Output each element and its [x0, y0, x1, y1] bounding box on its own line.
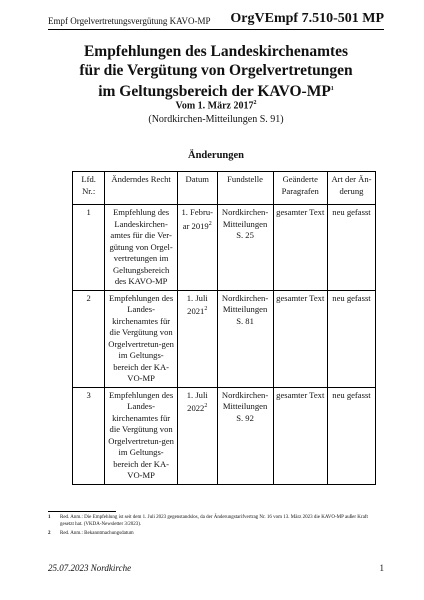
header-art: Art der Än-derung	[327, 172, 375, 205]
footnote-number: 1	[48, 515, 51, 520]
cell-datum-text: 1. Juli 2021	[186, 292, 208, 316]
title-line-2: für die Vergütung von Orgelvertretungen	[79, 62, 353, 79]
cell-recht: Empfehlung des Landeskirchen-amtes für die Ver-gütung von Orgel-vertretungen im Geltungsbereich des KAVO-MP	[105, 205, 178, 291]
footnote-ref[interactable]: 2	[204, 403, 208, 409]
cell-recht: Empfehlungen des Landes-kirchenamtes für die Vergütung von Orgelvertretun-gen im Geltungs-bereich der KA-VO-MP	[105, 290, 178, 387]
footnote-ref[interactable]: 2	[204, 306, 208, 312]
footnote-ref[interactable]: 2	[208, 220, 212, 227]
cell-nr: 3	[73, 387, 105, 484]
table-header-row	[73, 172, 376, 205]
footnote-text: Red. Anm.: Die Empfehlung ist seit dem 1. Juli 2023 gegenstandslos, da der Änderungstarifvertrag Nr. 16 vom 13. März 2023 die KAVO-MP außer Kraft gesetzt hat. (VKDA-Newsletter 3/2023).	[60, 515, 368, 527]
section-title: Änderungen	[187, 150, 244, 161]
cell-paragrafen: gesamter Text	[273, 290, 327, 387]
footnote-ref-1[interactable]: 1	[330, 86, 334, 92]
running-header-code: OrgVEmpf 7.510-501 MP	[230, 11, 384, 26]
cell-art: neu gefasst	[327, 387, 375, 484]
cell-datum	[177, 387, 217, 484]
header-recht: Änderndes Recht	[105, 172, 178, 205]
table-row	[73, 205, 376, 291]
date-text: Vom 1. März 2017	[175, 100, 254, 112]
cell-datum	[177, 290, 217, 387]
document-title	[48, 42, 384, 101]
cell-datum	[177, 205, 217, 291]
footer-date: 25.07.2023 Nordkirche	[48, 563, 132, 573]
title-line-3-text: im Geltungsbereich der KAVO-MP	[98, 83, 331, 101]
running-header-title: Empf Orgelvertretungsvergütung KAVO-MP	[48, 16, 211, 26]
footnote-ref-2[interactable]: 2	[253, 100, 257, 106]
changes-table	[72, 171, 376, 485]
title-line-3	[48, 80, 384, 101]
cell-recht: Empfehlungen des Landes-kirchenamtes für die Vergütung von Orgelvertretun-gen im Geltungs-bereich der KA-VO-MP	[105, 387, 178, 484]
footnote-1	[48, 514, 384, 528]
page-number: 1	[379, 563, 384, 573]
cell-paragrafen: gesamter Text	[273, 205, 327, 291]
document-date	[48, 100, 384, 111]
table-row	[73, 387, 376, 484]
table-row	[73, 290, 376, 387]
cell-paragrafen: gesamter Text	[273, 387, 327, 484]
cell-datum-text: 1. Juli 2022	[186, 389, 208, 413]
title-line-1: Empfehlungen des Landeskirchenamtes	[83, 43, 349, 60]
footnote-text: Red. Anm.: Bekanntmachungsdatum	[60, 531, 134, 536]
cell-nr: 2	[73, 290, 105, 387]
cell-fundstelle: Nordkirchen-Mitteilungen S. 25	[217, 205, 273, 291]
cell-art: neu gefasst	[327, 205, 375, 291]
header-rule	[48, 29, 384, 30]
document-source: (Nordkirchen-Mitteilungen S. 91)	[148, 114, 284, 125]
footnote-number: 2	[48, 531, 51, 536]
footnote-rule	[48, 511, 116, 512]
cell-fundstelle: Nordkirchen-Mitteilungen S. 92	[217, 387, 273, 484]
header-datum: Datum	[177, 172, 217, 205]
header-nr: Lfd. Nr.:	[73, 172, 105, 205]
header-paragrafen: Geänderte Paragrafen	[273, 172, 327, 205]
footnote-2	[48, 530, 384, 537]
cell-fundstelle: Nordkirchen-Mitteilungen S. 81	[217, 290, 273, 387]
header-fundstelle: Fundstelle	[217, 172, 273, 205]
cell-art: neu gefasst	[327, 290, 375, 387]
cell-nr: 1	[73, 205, 105, 291]
cell-datum-text: 1. Febru-ar 2019	[181, 207, 213, 231]
